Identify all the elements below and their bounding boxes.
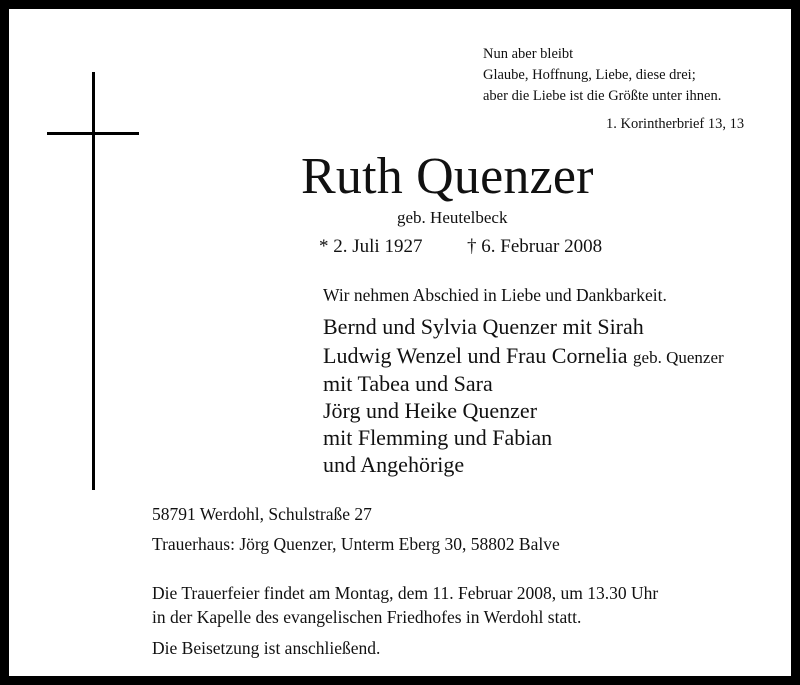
mourner-line [323,373,493,395]
address: 58791 Werdohl, Schulstraße 27 [152,504,372,524]
mourner-line [323,316,644,338]
verse-line-2: Glaube, Hoffnung, Liebe, diese drei; [483,67,696,83]
mourner-text: Jörg und Heike Quenzer [323,398,538,423]
mourner-line [323,454,464,476]
mourner-text: und Angehörige [323,452,465,477]
verse-reference: 1. Korintherbrief 13, 13 [606,116,745,132]
cross-horizontal-bar [47,132,139,135]
mourner-line [323,427,552,449]
burial-note: Die Beisetzung ist anschließend. [152,638,381,658]
birth-name: geb. Heutelbeck [397,208,508,227]
ceremony-line-2: in der Kapelle des evangelischen Friedhofes in Werdohl statt. [152,607,582,627]
mourning-house: Trauerhaus: Jörg Quenzer, Unterm Eberg 30, 58802 Balve [152,534,560,554]
verse-line-1: Nun aber bleibt [483,46,574,62]
death-date: † 6. Februar 2008 [467,236,603,257]
birth-date: * 2. Juli 1927 [319,236,423,257]
mourner-text: Ludwig Wenzel und Frau Cornelia [323,343,628,368]
farewell-line: Wir nehmen Abschied in Liebe und Dankbarkeit. [323,285,667,305]
mourner-text: mit Flemming und Fabian [323,425,553,450]
deceased-name: Ruth Quenzer [301,148,594,205]
mourner-suffix: geb. Quenzer [633,348,724,367]
mourner-line [323,400,537,422]
mourner-text: Bernd und Sylvia Quenzer mit Sirah [323,314,644,339]
ceremony-line-1: Die Trauerfeier findet am Montag, dem 11. Februar 2008, um 13.30 Uhr [152,583,659,603]
mourner-line [323,345,724,367]
verse-line-3: aber die Liebe ist die Größte unter ihnen. [483,88,722,104]
mourner-text: mit Tabea und Sara [323,371,493,396]
